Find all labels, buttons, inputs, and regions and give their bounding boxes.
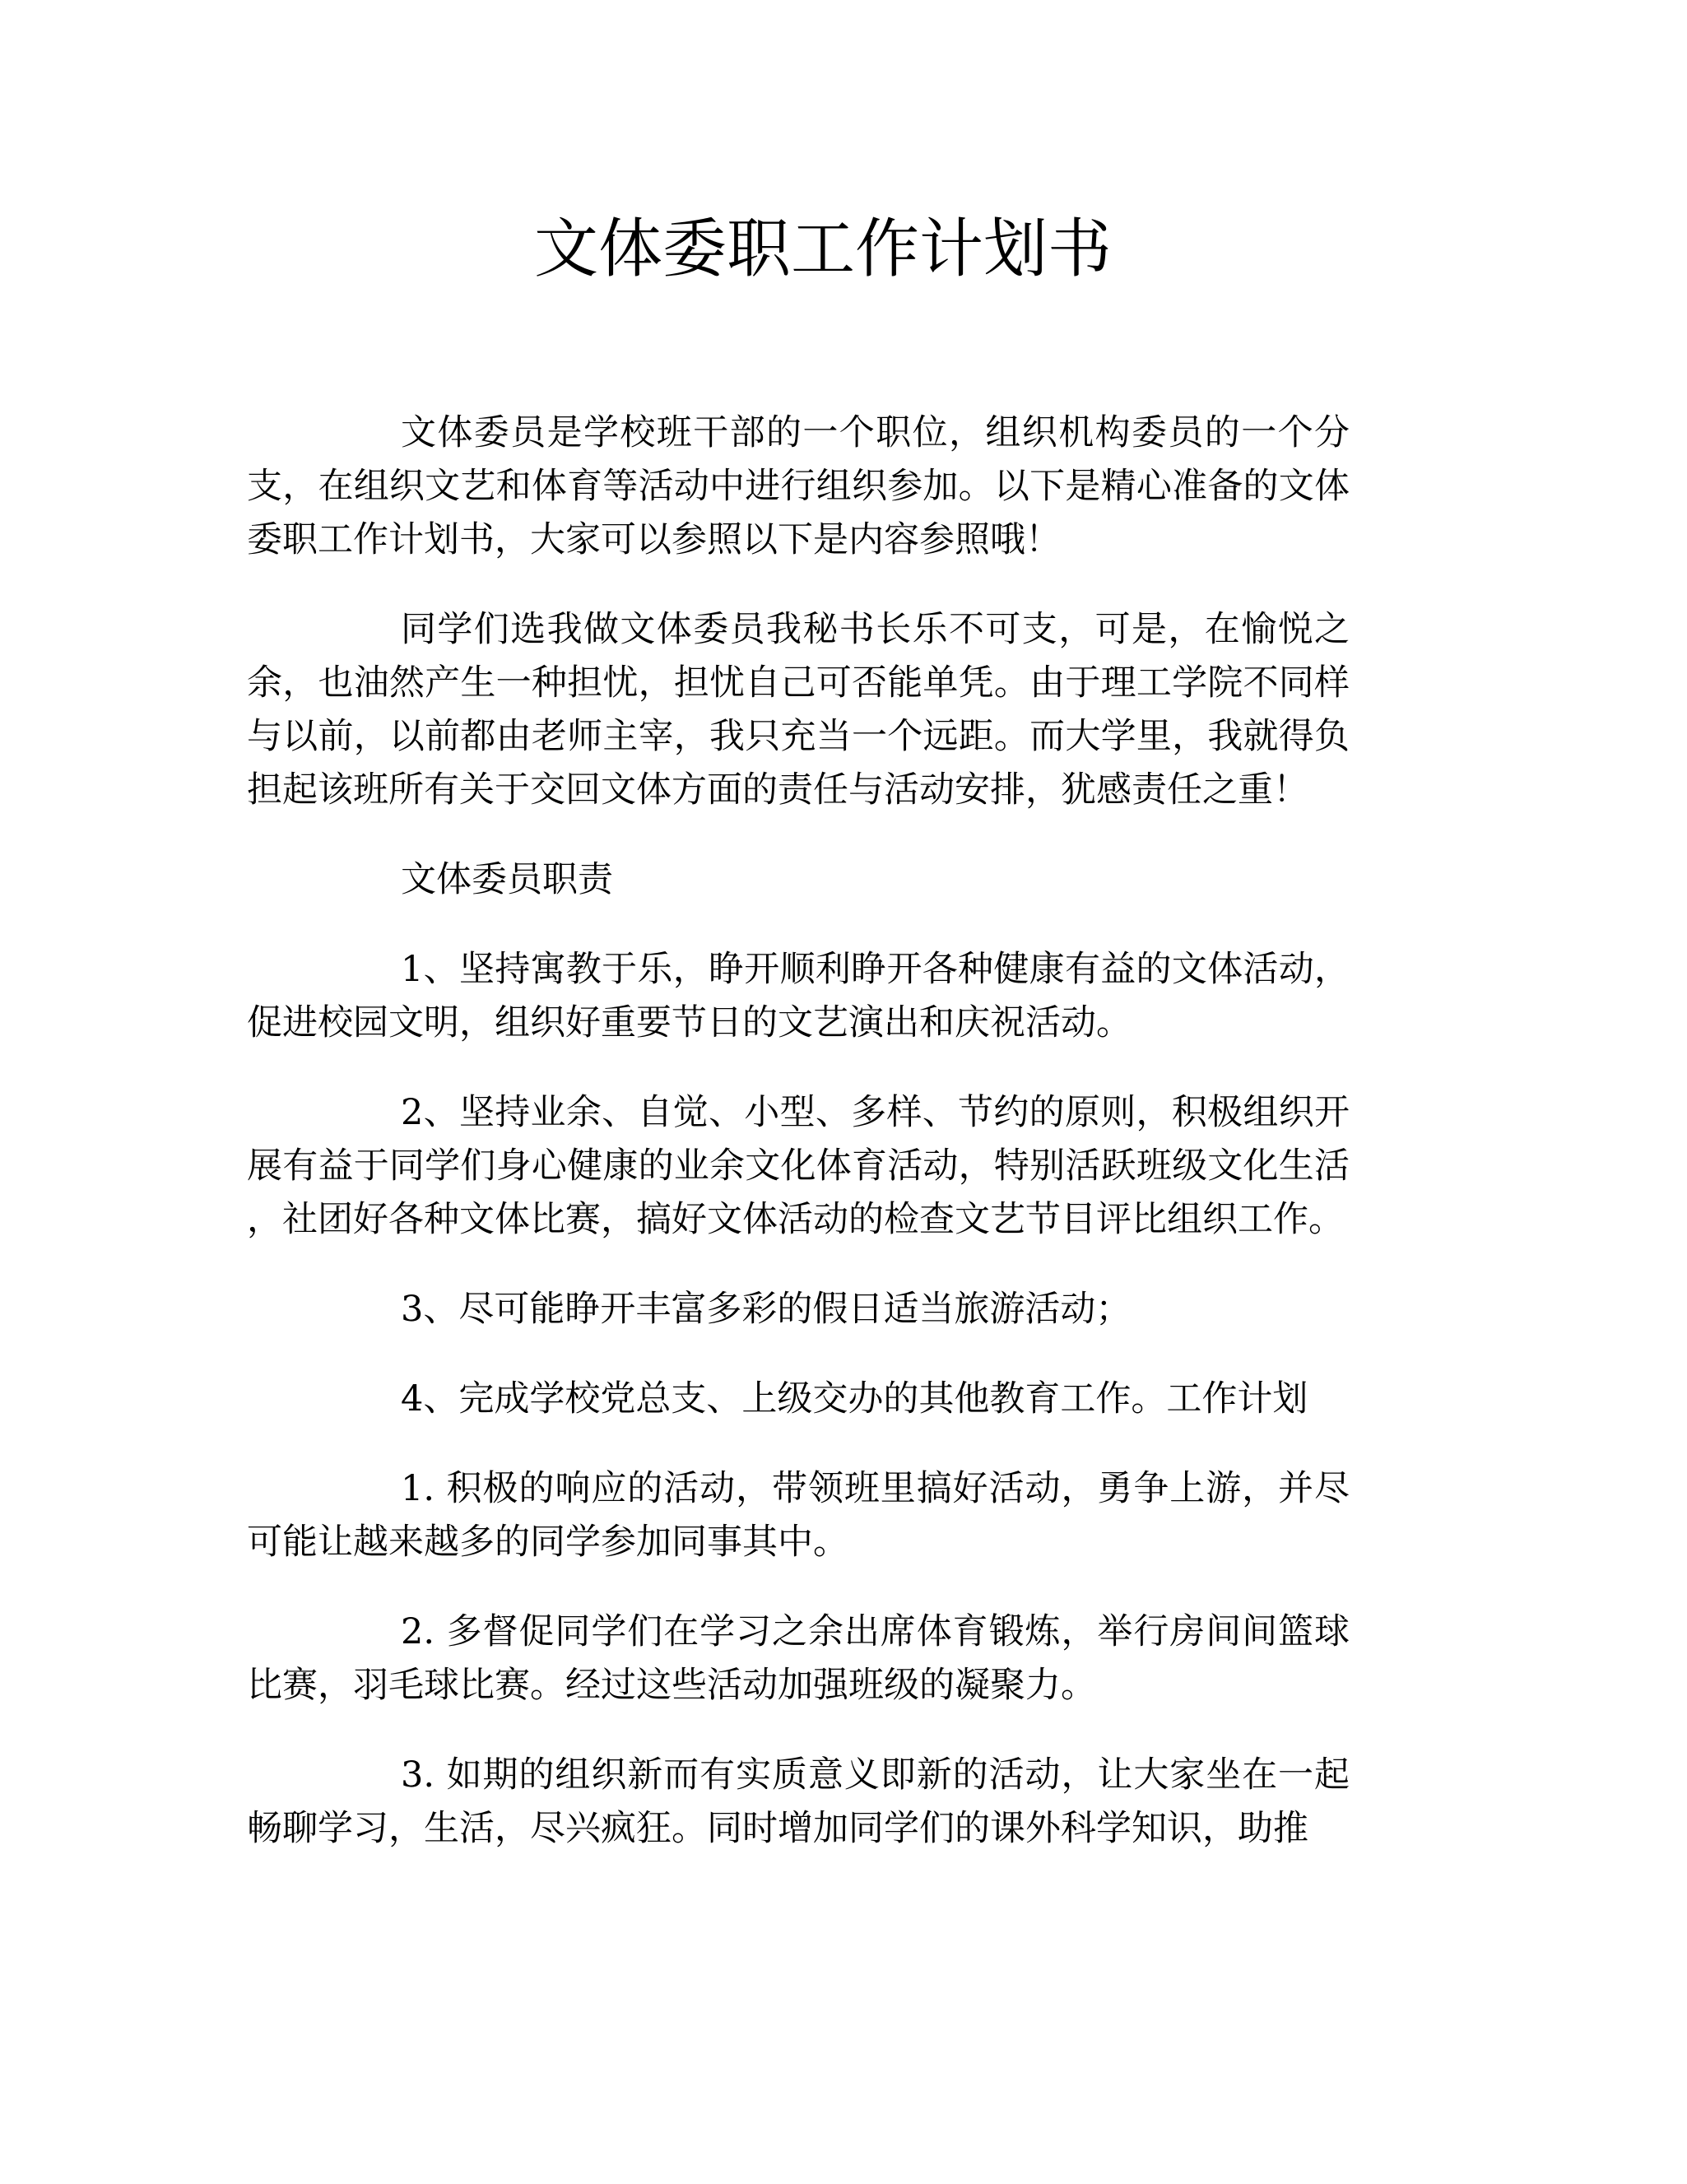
duty-item-3: 3、尽可能睁开丰富多彩的假日适当旅游活动； xyxy=(401,1289,1132,1330)
paragraph-intro: 文体委员是学校班干部的一个职位，组织机构委员的一个分支，在组织文艺和体育等活动中进行组织参加。以下是精心准备的文体委职工作计划书，大家可以参照以下是内容参照哦！ xyxy=(247,412,1350,560)
plan-item-1: 1. 积极的响应的活动，带领班里搞好活动，勇争上游，并尽可能让越来越多的同学参加同事其中。 xyxy=(247,1468,1350,1563)
duty-item-1: 1、坚持寓教于乐，睁开顺利睁开各种健康有益的文体活动，促进校园文明，组织好重要节日的文艺演出和庆祝活动。 xyxy=(247,949,1350,1043)
plan-item-2: 2. 多督促同学们在学习之余出席体育锻炼，举行房间间篮球比赛，羽毛球比赛。经过这些活动加强班级的凝聚力。 xyxy=(247,1611,1350,1706)
plan-item-3: 3. 如期的组织新而有实质意义即新的活动，让大家坐在一起畅聊学习，生活，尽兴疯狂。同时增加同学们的课外科学知识，助推 xyxy=(247,1754,1350,1849)
section-heading-duties: 文体委员职责 xyxy=(401,859,613,900)
document-title: 文体委职工作计划书 xyxy=(533,212,1112,286)
paragraph-motivation: 同学们选我做文体委员我秘书长乐不可支，可是，在愉悦之余，也油然产生一种担忧，担忧自己可否能单凭。由于理工学院不同样与以前，以前都由老师主宰，我只充当一个远距。而大学里，我就得负担起该班所有关于交回文体方面的责任与活动安排，犹感责任之重！ xyxy=(247,609,1350,811)
document-body xyxy=(247,0,1350,1856)
duty-item-2: 2、坚持业余、自觉、小型、多样、节约的原则，积极组织开展有益于同学们身心健康的业余文化体育活动，特别活跃班级文化生活，社团好各种文体比赛，搞好文体活动的检查文艺节目评比组织工作。 xyxy=(247,1092,1350,1240)
duty-item-4: 4、完成学校党总支、上级交办的其他教育工作。工作计划 xyxy=(401,1378,1308,1420)
